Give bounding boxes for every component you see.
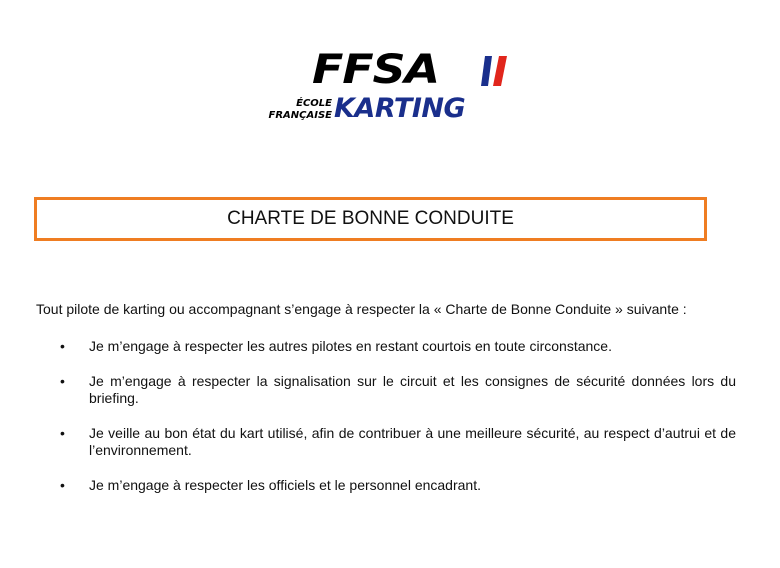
list-item <box>60 338 736 355</box>
list-item <box>60 373 736 407</box>
logo-karting-text: KARTING <box>334 93 466 124</box>
rule-text: Je m’engage à respecter les autres pilotes en restant courtois en toute circonstance. <box>89 338 612 354</box>
intro-paragraph: Tout pilote de karting ou accompagnant s’engage à respecter la « Charte de Bonne Conduite » suivante : <box>36 301 687 317</box>
rules-list <box>60 338 736 512</box>
page-title: CHARTE DE BONNE CONDUITE <box>227 208 514 229</box>
logo-ecole-text: ÉCOLE <box>296 98 332 109</box>
ffsa-karting-logo <box>262 47 510 130</box>
title-box <box>34 197 707 241</box>
logo-ffsa-text: FFSA <box>312 47 439 93</box>
bullet-icon: • <box>60 425 65 441</box>
rule-text: Je m’engage à respecter les officiels et le personnel encadrant. <box>89 477 481 493</box>
bullet-icon: • <box>60 373 65 389</box>
tricolor-flag-icon <box>479 56 509 86</box>
logo-francaise-text: FRANÇAISE <box>268 110 332 121</box>
list-item <box>60 477 736 494</box>
bullet-icon: • <box>60 477 65 493</box>
list-item <box>60 425 736 459</box>
rule-text: Je veille au bon état du kart utilisé, afin de contribuer à une meilleure sécurité, au respect d’autrui et de l’environnement. <box>89 425 736 458</box>
bullet-icon: • <box>60 338 65 354</box>
rule-text: Je m’engage à respecter la signalisation sur le circuit et les consignes de sécurité données lors du briefing. <box>89 373 736 406</box>
